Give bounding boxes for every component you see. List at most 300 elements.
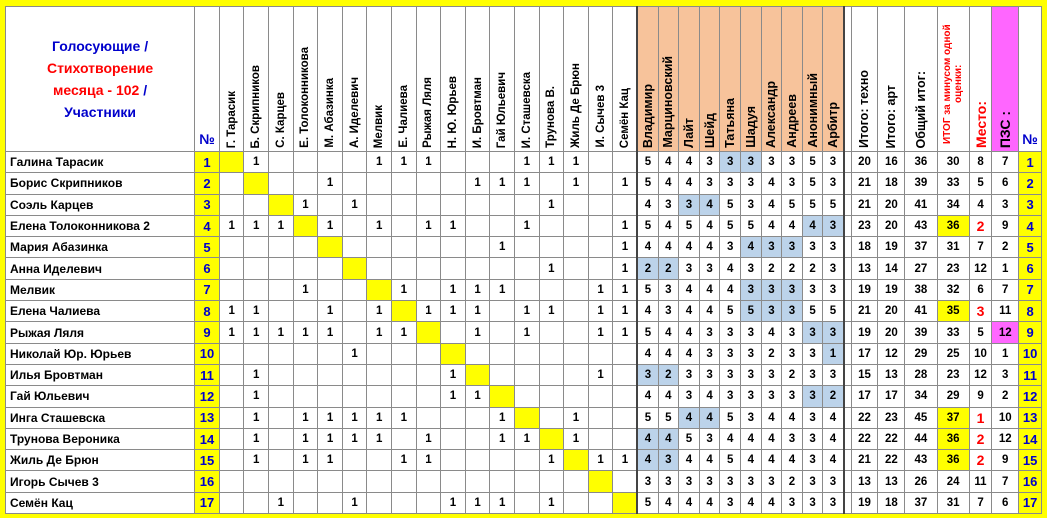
voter-col-1 <box>219 7 244 152</box>
vote-cell: 1 <box>539 194 564 215</box>
participant-number: 17 <box>195 492 220 513</box>
score-cell: 4 <box>637 194 658 215</box>
score-cell: 3 <box>720 492 741 513</box>
score-cell: 1 <box>823 343 844 364</box>
score-cell: 4 <box>658 428 679 449</box>
vote-cell <box>244 258 269 279</box>
score-cell: 3 <box>658 279 679 300</box>
vote-cell: 1 <box>219 301 244 322</box>
number-header-right: № <box>1019 7 1042 152</box>
vote-cell: 1 <box>465 173 490 194</box>
spacer-cell <box>844 492 852 513</box>
pro-col-5a <box>802 7 823 152</box>
vote-cell <box>613 364 638 385</box>
vote-cell <box>539 322 564 343</box>
spacer-cell <box>844 364 852 385</box>
voter-col-8-label: Е. Чалиева <box>397 85 410 148</box>
place: 12 <box>969 364 992 385</box>
score-cell: 4 <box>679 279 700 300</box>
vote-cell <box>416 386 441 407</box>
itog-minus: 32 <box>937 279 969 300</box>
vote-cell <box>342 301 367 322</box>
vote-cell <box>318 152 343 173</box>
vote-cell: 1 <box>588 301 613 322</box>
score-cell: 3 <box>823 173 844 194</box>
vote-cell <box>269 237 294 258</box>
score-cell: 3 <box>782 322 803 343</box>
score-cell: 4 <box>637 301 658 322</box>
total-art: 13 <box>878 364 905 385</box>
vote-cell <box>219 194 244 215</box>
vote-cell <box>441 471 466 492</box>
score-cell: 4 <box>761 194 782 215</box>
vote-cell <box>293 152 318 173</box>
score-cell: 5 <box>802 152 823 173</box>
vote-cell <box>441 152 466 173</box>
score-cell: 4 <box>802 215 823 236</box>
vote-cell: 1 <box>318 215 343 236</box>
pzs-value: 2 <box>992 237 1019 258</box>
pro-col-1b-label: Марциновский <box>661 56 676 148</box>
place: 7 <box>969 492 992 513</box>
vote-cell: 1 <box>613 215 638 236</box>
score-cell: 3 <box>658 301 679 322</box>
vote-cell: 1 <box>244 364 269 385</box>
title-line-4: Участники <box>64 104 137 120</box>
score-cell: 4 <box>761 450 782 471</box>
total-sum: 41 <box>905 194 937 215</box>
vote-cell <box>564 322 589 343</box>
vote-cell: 1 <box>244 322 269 343</box>
vote-cell <box>367 343 392 364</box>
participant-number: 13 <box>195 407 220 428</box>
vote-cell: 1 <box>269 492 294 513</box>
vote-cell: 1 <box>490 492 515 513</box>
total-techno: 18 <box>851 237 878 258</box>
score-cell: 5 <box>637 152 658 173</box>
score-cell: 3 <box>720 322 741 343</box>
score-cell: 3 <box>720 364 741 385</box>
vote-cell <box>514 407 539 428</box>
vote-cell <box>269 450 294 471</box>
vote-cell <box>219 492 244 513</box>
participant-number-right: 9 <box>1019 322 1042 343</box>
vote-cell <box>219 364 244 385</box>
score-cell: 3 <box>782 343 803 364</box>
participant-number: 16 <box>195 471 220 492</box>
vote-cell <box>367 450 392 471</box>
participant-number-right: 10 <box>1019 343 1042 364</box>
pzs-value: 7 <box>992 471 1019 492</box>
participant-name: Жиль Де Брюн <box>6 450 195 471</box>
participant-name: Семён Кац <box>6 492 195 513</box>
score-cell: 4 <box>761 492 782 513</box>
score-cell: 2 <box>782 258 803 279</box>
score-cell: 4 <box>823 428 844 449</box>
vote-cell <box>318 258 343 279</box>
vote-cell <box>514 237 539 258</box>
score-cell: 3 <box>679 258 700 279</box>
score-cell: 4 <box>679 492 700 513</box>
score-cell: 4 <box>740 428 761 449</box>
table-body <box>6 152 1042 514</box>
total-techno-header-label: Итого: техно <box>857 70 872 148</box>
score-cell: 4 <box>699 450 720 471</box>
voter-col-10 <box>441 7 466 152</box>
vote-cell <box>441 258 466 279</box>
total-art: 20 <box>878 301 905 322</box>
vote-cell <box>539 471 564 492</box>
vote-cell <box>514 471 539 492</box>
vote-cell: 1 <box>539 258 564 279</box>
vote-cell: 1 <box>269 215 294 236</box>
vote-cell <box>441 407 466 428</box>
score-cell: 3 <box>823 152 844 173</box>
vote-cell <box>514 194 539 215</box>
vote-cell <box>342 471 367 492</box>
vote-cell <box>588 407 613 428</box>
vote-cell <box>416 471 441 492</box>
vote-cell <box>416 407 441 428</box>
score-cell: 4 <box>637 343 658 364</box>
total-techno: 15 <box>851 364 878 385</box>
total-art: 19 <box>878 279 905 300</box>
pro-col-2a-label: Лайт <box>681 118 696 148</box>
vote-cell <box>293 237 318 258</box>
title-line-3: месяца - 102 <box>53 82 140 98</box>
total-sum: 43 <box>905 450 937 471</box>
vote-cell <box>367 492 392 513</box>
participant-number-right: 6 <box>1019 258 1042 279</box>
score-cell: 4 <box>761 322 782 343</box>
vote-cell: 1 <box>613 237 638 258</box>
vote-cell <box>514 364 539 385</box>
participant-number-right: 8 <box>1019 301 1042 322</box>
vote-cell <box>441 343 466 364</box>
score-cell: 3 <box>761 237 782 258</box>
score-cell: 3 <box>761 279 782 300</box>
score-cell: 4 <box>761 215 782 236</box>
vote-cell: 1 <box>342 492 367 513</box>
score-cell: 4 <box>720 279 741 300</box>
vote-cell <box>490 215 515 236</box>
vote-cell <box>269 428 294 449</box>
pro-col-3a-label: Татьяна <box>723 98 738 148</box>
itog-minus: 36 <box>937 428 969 449</box>
itog-minus-label: ИТОГ за минусом одной оценки: <box>942 24 965 144</box>
vote-cell <box>416 492 441 513</box>
score-cell: 4 <box>761 428 782 449</box>
itog-minus: 35 <box>937 301 969 322</box>
vote-cell: 1 <box>490 407 515 428</box>
score-cell: 3 <box>802 343 823 364</box>
score-cell: 3 <box>802 364 823 385</box>
total-techno: 20 <box>851 152 878 173</box>
vote-cell <box>392 386 417 407</box>
score-cell: 3 <box>720 173 741 194</box>
score-cell: 2 <box>658 258 679 279</box>
pro-col-4b-label: Андреев <box>785 94 799 148</box>
vote-cell: 1 <box>244 215 269 236</box>
vote-cell: 1 <box>367 152 392 173</box>
vote-cell <box>244 279 269 300</box>
vote-cell <box>514 386 539 407</box>
score-cell: 3 <box>740 194 761 215</box>
score-cell: 3 <box>699 471 720 492</box>
vote-cell <box>613 407 638 428</box>
total-techno: 19 <box>851 322 878 343</box>
itog-minus-header <box>937 7 969 152</box>
score-cell: 3 <box>740 407 761 428</box>
total-sum: 44 <box>905 428 937 449</box>
vote-cell: 1 <box>318 450 343 471</box>
score-cell: 4 <box>699 215 720 236</box>
participant-name: Трунова Вероника <box>6 428 195 449</box>
score-cell: 3 <box>823 471 844 492</box>
vote-cell <box>342 364 367 385</box>
score-cell: 4 <box>658 492 679 513</box>
vote-cell <box>539 386 564 407</box>
table-row <box>6 322 1042 343</box>
itog-minus: 31 <box>937 492 969 513</box>
participant-name: Анна Иделевич <box>6 258 195 279</box>
score-cell: 4 <box>658 237 679 258</box>
score-cell: 3 <box>823 258 844 279</box>
voter-col-12-label: Гай Юльевич <box>496 71 509 148</box>
vote-cell <box>269 258 294 279</box>
table-row <box>6 343 1042 364</box>
participant-number: 5 <box>195 237 220 258</box>
vote-cell <box>293 301 318 322</box>
score-cell: 3 <box>740 386 761 407</box>
vote-cell <box>318 194 343 215</box>
voter-col-17 <box>613 7 638 152</box>
participant-number: 8 <box>195 301 220 322</box>
spacer-cell <box>844 173 852 194</box>
voter-col-16 <box>588 7 613 152</box>
vote-cell: 1 <box>539 152 564 173</box>
pro-col-4a-label: Александр <box>764 80 779 148</box>
score-cell: 3 <box>761 364 782 385</box>
spacer-cell <box>844 237 852 258</box>
score-cell: 3 <box>823 279 844 300</box>
total-art: 18 <box>878 492 905 513</box>
score-cell: 4 <box>679 152 700 173</box>
voter-col-2-label: Б. Скрипников <box>250 64 263 148</box>
spacer-cell <box>844 407 852 428</box>
total-techno: 23 <box>851 215 878 236</box>
score-cell: 3 <box>802 237 823 258</box>
table-row <box>6 364 1042 385</box>
vote-cell <box>490 343 515 364</box>
vote-cell: 1 <box>293 407 318 428</box>
vote-cell: 1 <box>392 407 417 428</box>
total-sum: 36 <box>905 152 937 173</box>
score-cell: 3 <box>802 279 823 300</box>
pzs-value: 7 <box>992 152 1019 173</box>
voter-col-11 <box>465 7 490 152</box>
vote-cell <box>392 215 417 236</box>
itog-minus: 34 <box>937 194 969 215</box>
score-cell: 5 <box>823 301 844 322</box>
score-cell: 3 <box>720 386 741 407</box>
vote-cell <box>269 301 294 322</box>
vote-cell <box>293 173 318 194</box>
score-cell: 5 <box>720 450 741 471</box>
score-cell: 3 <box>802 492 823 513</box>
score-cell: 3 <box>699 152 720 173</box>
vote-cell <box>416 237 441 258</box>
vote-cell <box>416 343 441 364</box>
pro-col-2b-label: Шейд <box>702 112 717 148</box>
total-sum: 37 <box>905 237 937 258</box>
score-cell: 3 <box>740 364 761 385</box>
vote-cell <box>514 450 539 471</box>
table-row <box>6 428 1042 449</box>
score-cell: 3 <box>637 364 658 385</box>
vote-cell <box>613 343 638 364</box>
score-cell: 4 <box>740 492 761 513</box>
place: 2 <box>969 428 992 449</box>
participant-number-right: 12 <box>1019 386 1042 407</box>
vote-cell <box>465 471 490 492</box>
participant-name: Илья Бровтман <box>6 364 195 385</box>
score-cell: 3 <box>658 471 679 492</box>
vote-cell: 1 <box>441 215 466 236</box>
total-sum: 37 <box>905 492 937 513</box>
vote-cell <box>490 258 515 279</box>
vote-cell: 1 <box>613 450 638 471</box>
place: 5 <box>969 322 992 343</box>
vote-cell <box>539 343 564 364</box>
participant-number-right: 3 <box>1019 194 1042 215</box>
spacer-cell <box>844 194 852 215</box>
score-cell: 3 <box>740 152 761 173</box>
vote-cell: 1 <box>441 279 466 300</box>
place: 9 <box>969 386 992 407</box>
vote-cell <box>441 237 466 258</box>
title-slash: / <box>143 82 148 98</box>
vote-cell <box>219 343 244 364</box>
vote-cell <box>588 173 613 194</box>
voter-col-6 <box>342 7 367 152</box>
vote-cell: 1 <box>293 428 318 449</box>
score-cell: 5 <box>720 301 741 322</box>
vote-cell <box>465 152 490 173</box>
pzs-value: 1 <box>992 258 1019 279</box>
vote-cell <box>318 343 343 364</box>
vote-cell <box>588 492 613 513</box>
score-cell: 2 <box>637 258 658 279</box>
itog-minus: 33 <box>937 322 969 343</box>
voter-col-1-label: Г. Тарасик <box>225 90 238 148</box>
score-cell: 4 <box>782 215 803 236</box>
score-cell: 5 <box>720 215 741 236</box>
voter-col-5 <box>318 7 343 152</box>
participant-number-right: 7 <box>1019 279 1042 300</box>
vote-cell <box>588 471 613 492</box>
vote-cell <box>342 152 367 173</box>
vote-cell <box>244 343 269 364</box>
voter-col-8 <box>392 7 417 152</box>
participant-number-right: 13 <box>1019 407 1042 428</box>
voter-col-16-label: И. Сычев 3 <box>594 85 607 148</box>
vote-cell: 1 <box>613 258 638 279</box>
vote-cell: 1 <box>293 450 318 471</box>
pzs-header <box>992 7 1019 152</box>
score-cell: 3 <box>720 152 741 173</box>
total-techno: 22 <box>851 407 878 428</box>
vote-cell: 1 <box>269 322 294 343</box>
table-row <box>6 279 1042 300</box>
vote-cell: 1 <box>416 428 441 449</box>
vote-cell <box>244 471 269 492</box>
vote-cell <box>244 237 269 258</box>
vote-cell <box>367 279 392 300</box>
participant-name: Соэль Карцев <box>6 194 195 215</box>
score-cell: 3 <box>823 492 844 513</box>
total-sum: 43 <box>905 215 937 236</box>
score-cell: 3 <box>761 301 782 322</box>
itog-minus: 37 <box>937 407 969 428</box>
vote-cell <box>564 258 589 279</box>
vote-cell: 1 <box>318 173 343 194</box>
total-sum: 29 <box>905 343 937 364</box>
pzs-value: 12 <box>992 428 1019 449</box>
score-cell: 4 <box>679 173 700 194</box>
spacer-col <box>844 7 852 152</box>
total-techno: 22 <box>851 428 878 449</box>
total-sum-header-label: Общий итог: <box>913 70 928 148</box>
score-cell: 3 <box>802 386 823 407</box>
table-row <box>6 407 1042 428</box>
score-cell: 5 <box>637 173 658 194</box>
vote-cell <box>514 279 539 300</box>
pro-col-2a <box>679 7 700 152</box>
vote-cell <box>588 343 613 364</box>
total-techno: 21 <box>851 301 878 322</box>
vote-cell: 1 <box>490 279 515 300</box>
participant-number: 10 <box>195 343 220 364</box>
vote-cell <box>465 428 490 449</box>
participant-name: Игорь Сычев 3 <box>6 471 195 492</box>
total-techno: 13 <box>851 471 878 492</box>
vote-cell: 1 <box>392 322 417 343</box>
score-cell: 3 <box>720 237 741 258</box>
score-cell: 5 <box>823 194 844 215</box>
score-cell: 3 <box>699 428 720 449</box>
vote-cell <box>588 215 613 236</box>
score-cell: 4 <box>679 407 700 428</box>
score-cell: 2 <box>782 364 803 385</box>
table-row <box>6 215 1042 236</box>
itog-minus: 36 <box>937 450 969 471</box>
vote-cell <box>490 471 515 492</box>
participant-number-right: 1 <box>1019 152 1042 173</box>
spacer-cell <box>844 279 852 300</box>
itog-minus: 23 <box>937 364 969 385</box>
vote-cell <box>342 450 367 471</box>
vote-cell <box>441 194 466 215</box>
results-table <box>5 6 1042 514</box>
total-techno-header <box>851 7 878 152</box>
vote-cell <box>490 152 515 173</box>
score-cell: 4 <box>658 386 679 407</box>
total-art: 13 <box>878 471 905 492</box>
vote-cell: 1 <box>539 301 564 322</box>
vote-cell <box>392 194 417 215</box>
vote-cell: 1 <box>244 301 269 322</box>
